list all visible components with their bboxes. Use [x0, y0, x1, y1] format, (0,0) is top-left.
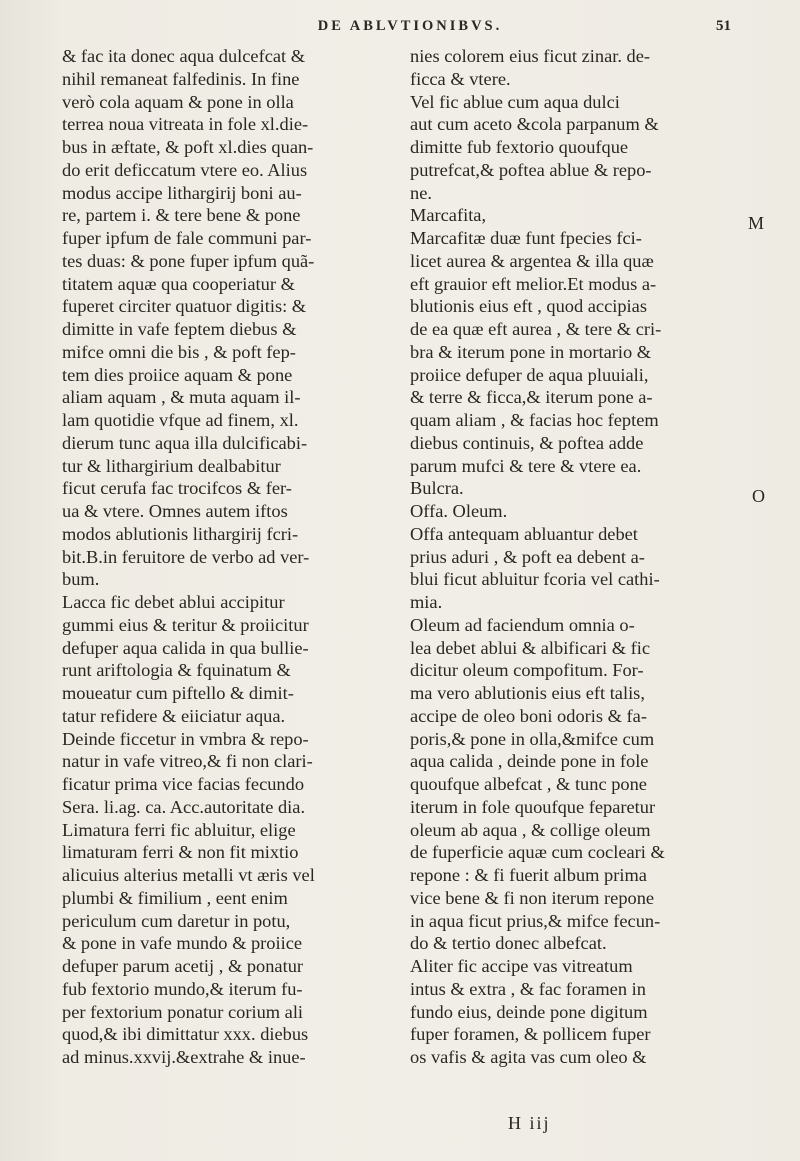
- text-line: Lacca fic debet ablui accipitur: [62, 592, 285, 612]
- text-line: nies colorem eius ficut zinar. de-: [410, 46, 651, 66]
- text-line: blutionis eius eft , quod accipias: [410, 296, 647, 317]
- text-line: fuper foramen, & pollicem fuper: [410, 1024, 651, 1045]
- text-line: per fextorium ponatur corium ali: [62, 1001, 304, 1022]
- text-line: gummi eius & teritur & proiicitur: [62, 614, 309, 635]
- text-line: repone : & fi fuerit album prima: [410, 865, 647, 885]
- text-line: putrefcat,& poftea ablue & repo-: [410, 159, 652, 180]
- text-line: parum mufci & tere & vtere ea.: [410, 455, 642, 476]
- text-line: natur in vafe vitreo,& fi non clari-: [62, 751, 313, 772]
- text-line: in aqua ficut prius,& mifce fecun-: [410, 910, 661, 931]
- text-line: tem dies proiice aquam & pone: [62, 364, 293, 385]
- text-line: Sera. li.ag. ca. Acc.autoritate dia.: [62, 796, 306, 817]
- text-line: lea debet ablui & albificari & fic: [410, 637, 650, 658]
- text-line: dimitte in vafe feptem diebus &: [62, 319, 297, 339]
- margin-letter-m: M: [748, 213, 765, 233]
- text-line: intus & extra , & fac foramen in: [410, 978, 646, 999]
- text-line: vice bene & fi non iterum repone: [410, 887, 655, 908]
- right-text-column: [410, 45, 726, 1069]
- text-line: de fuperficie aquæ cum cocleari &: [410, 842, 665, 863]
- left-text-column: [62, 45, 362, 1069]
- text-line: Deinde ficcetur in vmbra & repo-: [62, 728, 309, 749]
- text-line: modos ablutionis lithargirij fcri-: [62, 523, 299, 544]
- text-line: defuper aqua calida in qua bullie-: [62, 637, 309, 658]
- text-line: runt ariftologia & fquinatum &: [62, 660, 291, 681]
- text-line: fundo eius, deinde pone digitum: [410, 1001, 648, 1022]
- text-line: periculum cum daretur in potu,: [62, 910, 291, 931]
- text-line: moueatur cum piftello & dimit-: [62, 683, 294, 703]
- text-line: Bulcra.: [410, 478, 464, 499]
- text-line: limaturam ferri & non fit mixtio: [62, 842, 299, 863]
- text-line: dierum tunc aqua illa dulcificabi-: [62, 432, 308, 453]
- text-line: proiice defuper de aqua pluuiali,: [410, 364, 649, 385]
- text-line: bus in æftate, & poft xl.dies quan-: [62, 137, 314, 157]
- text-line: nihil remaneat falfedinis. In fine: [62, 68, 300, 89]
- text-line: ne.: [410, 182, 432, 203]
- text-line: Vel fic ablue cum aqua dulci: [410, 91, 620, 112]
- text-line: Limatura ferri fic abluitur, elige: [62, 819, 296, 840]
- text-line: Offa antequam abluantur debet: [410, 523, 638, 544]
- text-line: fuperet circiter quatuor digitis: &: [62, 296, 307, 317]
- text-line: ad minus.xxvij.&extrahe & inue-: [62, 1047, 306, 1067]
- text-line: ma vero ablutionis eius eft talis,: [410, 683, 645, 703]
- text-line: Marcafita,: [410, 205, 487, 226]
- text-line: do erit deficcatum vtere eo. Alius: [62, 159, 308, 180]
- text-line: aqua calida , deinde pone in fole: [410, 751, 649, 772]
- page-number: 51: [716, 18, 731, 34]
- text-line: prius aduri , & poft ea debent a-: [410, 546, 645, 567]
- text-line: eft grauior eft melior.Et modus a-: [410, 273, 657, 294]
- text-line: ficut cerufa fac trocifcos & fer-: [62, 478, 292, 499]
- text-line: diebus continuis, & poftea adde: [410, 432, 644, 453]
- text-line: lam quotidie vfque ad finem, xl.: [62, 410, 299, 430]
- text-line: iterum in fole quoufque feparetur: [410, 796, 656, 817]
- text-line: quoufque albefcat , & tunc pone: [410, 774, 647, 794]
- text-line: Oleum ad faciendum omnia o-: [410, 614, 635, 635]
- text-line: verò cola aquam & pone in olla: [62, 91, 294, 112]
- text-line: bum.: [62, 569, 100, 590]
- text-line: terrea noua vitreata in fole xl.die-: [62, 114, 309, 135]
- text-line: quam aliam , & facias hoc feptem: [410, 410, 659, 430]
- running-title: DE ABLVTIONIBVS.: [317, 18, 503, 34]
- text-line: & fac ita donec aqua dulcefcat &: [62, 46, 306, 66]
- text-line: ficca & vtere.: [410, 68, 511, 89]
- text-line: bra & iterum pone in mortario &: [410, 341, 652, 362]
- text-line: bit.B.in feruitore de verbo ad ver-: [62, 546, 310, 567]
- text-line: modus accipe lithargirij boni au-: [62, 182, 302, 203]
- text-line: mia.: [410, 592, 443, 612]
- text-line: licet aurea & argentea & illa quæ: [410, 250, 654, 271]
- text-line: tatur refidere & eiiciatur aqua.: [62, 705, 286, 726]
- text-line: plumbi & fimilium , eent enim: [62, 887, 288, 908]
- text-line: blui ficut abluitur fcoria vel cathi-: [410, 569, 660, 590]
- signature-mark: H iij: [508, 1113, 551, 1133]
- text-line: quod,& ibi dimittatur xxx. diebus: [62, 1024, 309, 1045]
- text-line: tur & lithargirium dealbabitur: [62, 455, 281, 476]
- text-line: dicitur oleum compofitum. For-: [410, 660, 644, 681]
- text-line: aliam aquam , & muta aquam il-: [62, 387, 301, 408]
- text-line: mifce omni die bis , & poft fep-: [62, 341, 296, 362]
- text-line: Marcafitæ duæ funt fpecies fci-: [410, 228, 642, 248]
- text-line: de ea quæ eft aurea , & tere & cri-: [410, 319, 662, 339]
- margin-letter-o: O: [752, 486, 765, 506]
- text-line: Offa. Oleum.: [410, 501, 508, 521]
- text-line: do & tertio donec albefcat.: [410, 933, 607, 954]
- text-line: tes duas: & pone fuper ipfum quã-: [62, 250, 315, 271]
- text-line: fub fextorio mundo,& iterum fu-: [62, 978, 303, 999]
- text-line: poris,& pone in olla,&mifce cum: [410, 728, 655, 749]
- text-line: ficatur prima vice facias fecundo: [62, 774, 305, 794]
- text-line: Aliter fic accipe vas vitreatum: [410, 956, 633, 976]
- text-line: oleum ab aqua , & collige oleum: [410, 819, 651, 840]
- text-line: dimitte fub fextorio quoufque: [410, 137, 629, 157]
- text-line: alicuius alterius metalli vt æris vel: [62, 865, 315, 885]
- text-line: defuper parum acetij , & ponatur: [62, 956, 304, 976]
- text-line: fuper ipfum de fale communi par-: [62, 228, 312, 248]
- text-line: os vafis & agita vas cum oleo &: [410, 1047, 647, 1067]
- text-line: & pone in vafe mundo & proiice: [62, 933, 303, 954]
- text-line: ua & vtere. Omnes autem iftos: [62, 501, 288, 521]
- text-line: titatem aquæ qua cooperiatur &: [62, 273, 295, 294]
- text-line: aut cum aceto &cola parpanum &: [410, 114, 659, 135]
- text-line: & terre & ficca,& iterum pone a-: [410, 387, 653, 408]
- page-header: [0, 18, 800, 46]
- text-line: re, partem i. & tere bene & pone: [62, 205, 301, 226]
- text-line: accipe de oleo boni odoris & fa-: [410, 705, 647, 726]
